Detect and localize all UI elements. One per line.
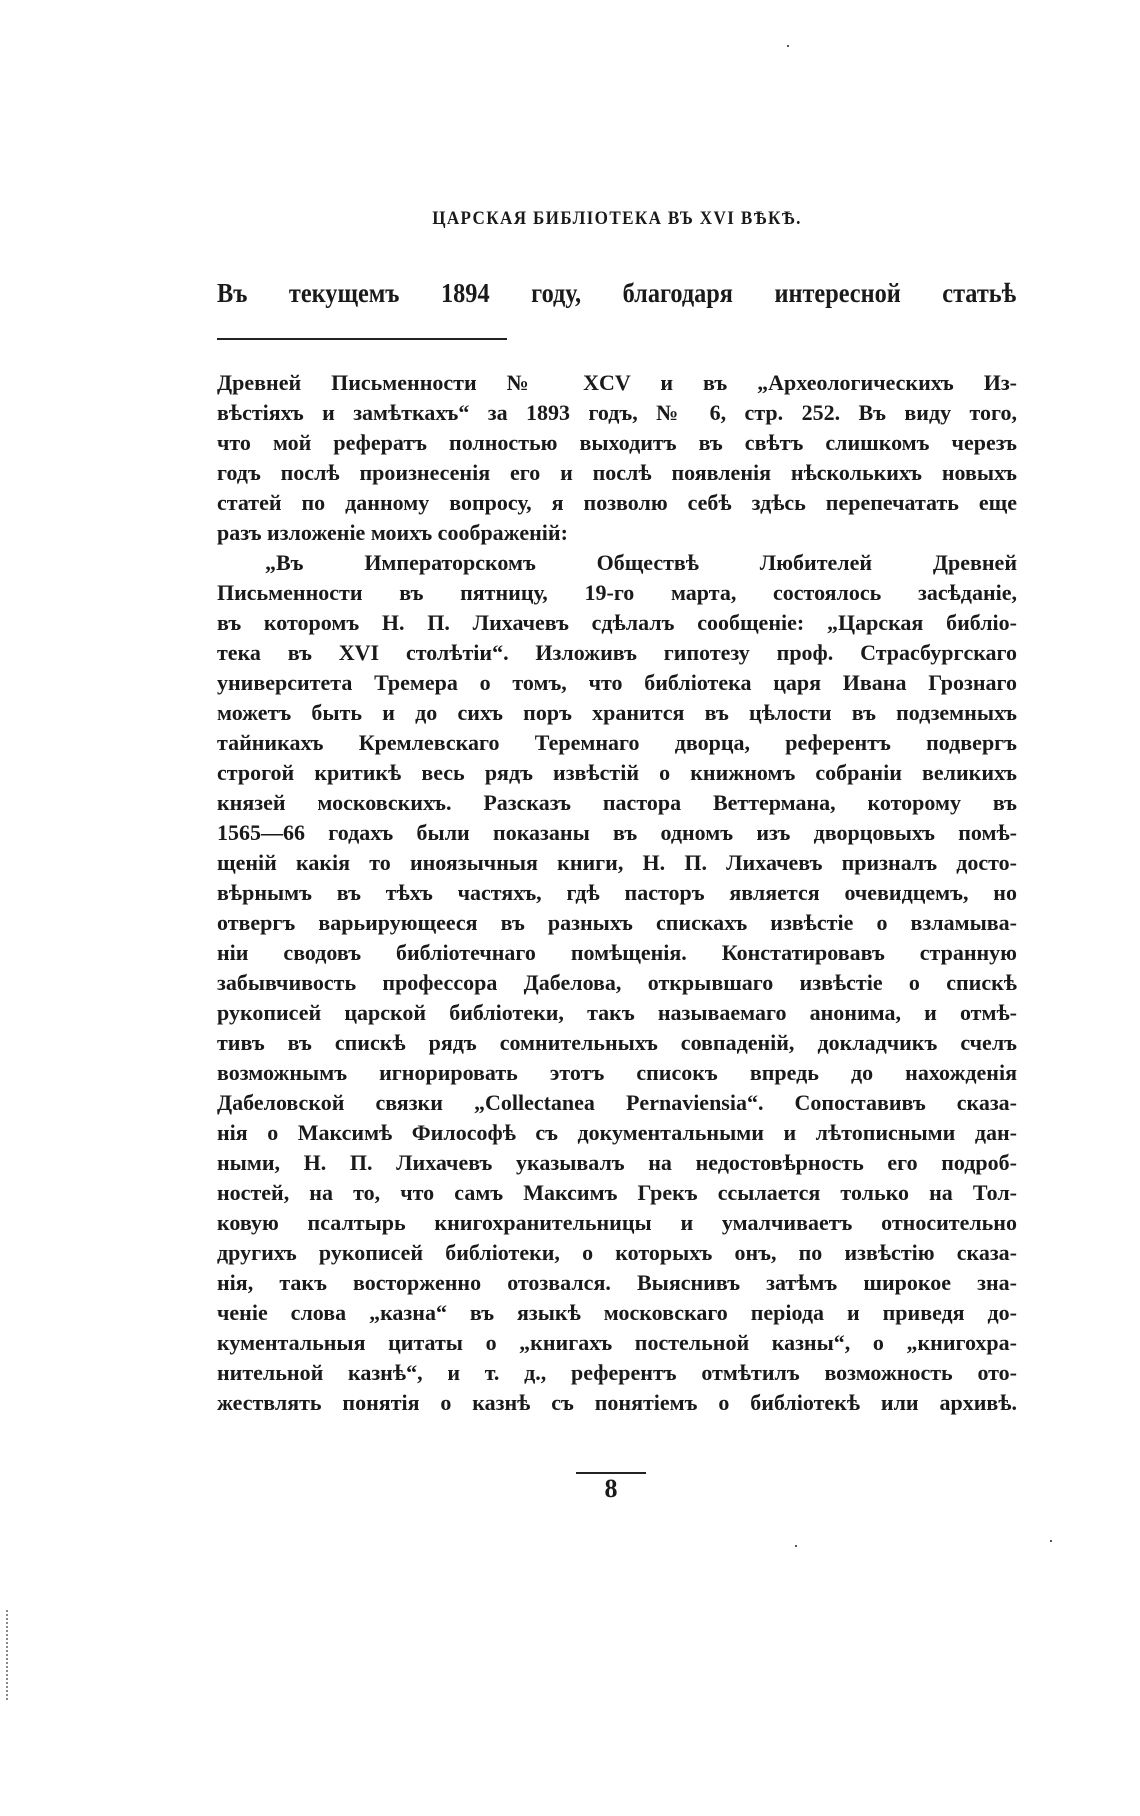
footnote-line: „Въ Императорскомъ Обществѣ Любителей Древней	[265, 550, 1017, 575]
footnote-line: Древней Письменности № XCV и въ „Археологическихъ Из-	[217, 370, 1017, 395]
footnote-line: нiи сводовъ библiотечнаго помѣщенiя. Констатировавъ странную	[217, 940, 1017, 965]
footnote-line: ковую псалтырь книгохранительницы и умалчиваетъ относительно	[217, 1210, 1017, 1235]
footnote-line: князей московскихъ. Разсказъ пастора Веттермана, которому въ	[217, 790, 1017, 815]
footnote-line: ченiе слова „казна“ въ языкѣ московскаго перiода и приведя до-	[217, 1300, 1017, 1325]
footnote-line: Дабеловской связки „Collectanea Pernaviensia“. Сопоставивъ сказа-	[217, 1090, 1017, 1115]
footnote-line: въ которомъ Н. П. Лихачевъ сдѣлалъ сообщенiе: „Царская библiо-	[217, 610, 1017, 635]
footnote-line: 1565—66 годахъ были показаны въ одномъ изъ дворцовыхъ помѣ-	[217, 820, 1017, 845]
footnote-line: нiя о Максимѣ Философѣ съ документальными и лѣтописными дан-	[217, 1120, 1017, 1145]
scan-speck	[795, 1545, 797, 1547]
footnote-line: тивъ въ спискѣ рядъ сомнительныхъ совпаденiй, докладчикъ счелъ	[217, 1030, 1017, 1055]
footnote-line: отвергъ варьирующееся въ разныхъ спискахъ извѣстiе о взламыва-	[217, 910, 1017, 935]
footnote-line: жествлять понятiя о казнѣ съ понятiемъ о библiотекѣ или архивѣ.	[217, 1390, 1017, 1415]
footnote-line: нительной казнѣ“, и т. д., референтъ отмѣтилъ возможность ото-	[217, 1360, 1017, 1385]
footnote-line: разъ изложенiе моихъ соображенiй:	[217, 520, 568, 545]
footnote-line: строгой критикѣ весь рядъ извѣстiй о книжномъ собранiи великихъ	[217, 760, 1017, 785]
chapter-heading: ЦАРСКАЯ БИБЛIОТЕКА ВЪ XVI ВѢКѢ.	[432, 208, 802, 229]
footnote-line: кументальныя цитаты о „книгахъ постельной казны“, о „книгохра-	[217, 1330, 1017, 1355]
footnote-line: вѣрнымъ въ тѣхъ частяхъ, гдѣ пасторъ является очевидцемъ, но	[217, 880, 1017, 905]
footnote-line: тайникахъ Кремлевскаго Теремнаго дворца, референтъ подвергъ	[217, 730, 1017, 755]
footnote-line: можетъ быть и до сихъ поръ хранится въ цѣлости въ подземныхъ	[217, 700, 1017, 725]
footnote-line: нiя, такъ восторженно отозвался. Выяснивъ затѣмъ широкое зна-	[217, 1270, 1017, 1295]
footnote-line: ными, Н. П. Лихачевъ указывалъ на недостовѣрность его подроб-	[217, 1150, 1017, 1175]
footnote-block	[217, 368, 1017, 1418]
footnote-line: вѣстiяхъ и замѣткахъ“ за 1893 годъ, № 6, стр. 252. Въ виду того,	[217, 400, 1017, 425]
intro-line: Въ текущемъ 1894 году, благодаря интересной статьѣ	[217, 278, 1017, 308]
footnote-line: тека въ XVI столѣтiи“. Изложивъ гипотезу проф. Страсбургскаго	[217, 640, 1017, 665]
scan-speck	[1050, 1540, 1052, 1542]
footnote-line: Письменности въ пятницу, 19-го марта, состоялось засѣданiе,	[217, 580, 1017, 605]
scan-margin-marks	[6, 1610, 10, 1700]
footnote-line: что мой рефератъ полностью выходитъ въ свѣтъ слишкомъ черезъ	[217, 430, 1017, 455]
footnote-line: университета Тремера о томъ, что библiотека царя Ивана Грознаго	[217, 670, 1017, 695]
footnote-line: ностей, на то, что самъ Максимъ Грекъ ссылается только на Тол-	[217, 1180, 1017, 1205]
footnote-line: рукописей царской библiотеки, такъ называемаго анонима, и отмѣ-	[217, 1000, 1017, 1025]
footnote-line: годъ послѣ произнесенiя его и послѣ появленiя нѣсколькихъ новыхъ	[217, 460, 1017, 485]
footnote-line: возможнымъ игнорировать этотъ списокъ впредь до нахожденiя	[217, 1060, 1017, 1085]
footnote-divider	[217, 338, 507, 340]
footnote-line: статей по данному вопросу, я позволю себѣ здѣсь перепечатать еще	[217, 490, 1017, 515]
footnote-line: забывчивость профессора Дабелова, открывшаго извѣстiе о спискѣ	[217, 970, 1017, 995]
footnote-line: другихъ рукописей библiотеки, о которыхъ онъ, по извѣстiю сказа-	[217, 1240, 1017, 1265]
scan-speck	[787, 45, 789, 47]
page-number: 8	[604, 1474, 618, 1503]
footnote-line: щенiй какiя то иноязычныя книги, Н. П. Лихачевъ призналъ досто-	[217, 850, 1017, 875]
